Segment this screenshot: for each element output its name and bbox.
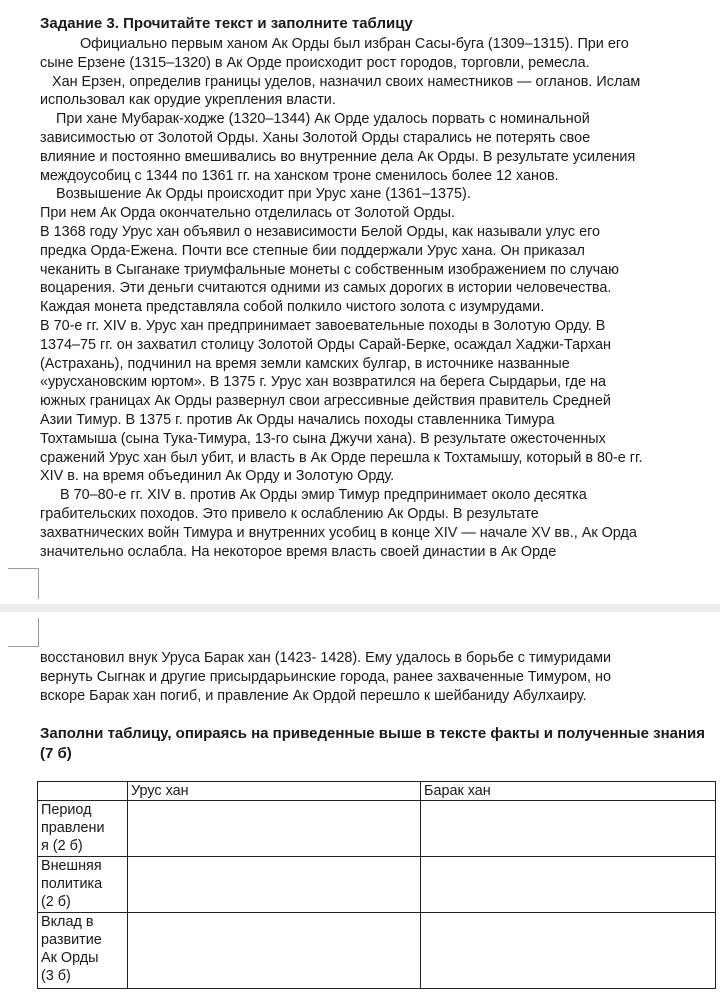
text-line: значительно ослабла. На некоторое время власть своей династии в Ак Орде [40, 543, 557, 560]
text-line: южных границах Ак Орды развернул свои агрессивные действия правитель Средней [40, 393, 611, 410]
row-label-foreign-policy: Внешняя политика (2 б) [38, 857, 128, 913]
text-line: При хане Мубарак-ходже (1320–1344) Ак Орде удалось порвать с номинальной [40, 111, 590, 128]
history-text-continuation [40, 649, 720, 705]
table-row-contribution [38, 913, 716, 989]
text-line: В 1368 году Урус хан объявил о независимости Белой Орды, как называли улус его [40, 223, 601, 240]
text-line: XIV в. на время объединил Ак Орду и Золотую Орду. [40, 468, 395, 485]
text-line: В 70-е гг. XIV в. Урус хан предпринимает завоевательные походы в Золотую Орду. В [40, 317, 606, 334]
answer-cell-urus-foreign-policy[interactable] [128, 857, 421, 913]
text-line: восстановил внук Уруса Барак хан (1423- 1428). Ему удалось в борьбе с тимуридами [40, 650, 612, 666]
text-line: сыне Ерзене (1315–1320) в Ак Орде происходит рост городов, торговли, ремесла. [40, 54, 590, 71]
text-line: чеканить в Сыганаке триумфальные монеты с собственным изображением по случаю [40, 261, 619, 278]
answer-cell-urus-contribution[interactable] [128, 913, 421, 989]
text-line: «урусхановским юртом». В 1375 г. Урус хан возвратился на берега Сырдарьи, где на [40, 374, 606, 391]
row-label-contribution: Вклад в развитие Ак Орды (3 б) [38, 913, 128, 989]
header-urus-khan: Урус хан [128, 782, 421, 801]
text-line: В 70–80-е гг. XIV в. против Ак Орды эмир Тимур предпринимает около десятка [40, 487, 587, 504]
text-line: вскоре Барак хан погиб, и правление Ак Ордой перешло к шейбаниду Абулхаиру. [40, 687, 587, 704]
answer-cell-urus-period[interactable] [128, 801, 421, 857]
header-barak-khan: Барак хан [421, 782, 716, 801]
table-instruction [40, 724, 712, 764]
header-empty-cell [38, 782, 128, 801]
instruction-line: Заполни таблицу, опираясь на приведенные выше в тексте факты и полученные знания [40, 725, 706, 742]
answer-cell-barak-contribution[interactable] [421, 913, 716, 989]
text-line: Возвышение Ак Орды происходит при Урус хане (1361–1375). [40, 186, 471, 203]
text-line: вернуть Сыгнак и другие присырдарьинские города, ранее захваченные Тимуром, но [40, 668, 611, 685]
text-line: При нем Ак Орда окончательно отделилась от Золотой Орды. [40, 205, 456, 222]
answer-cell-barak-period[interactable] [421, 801, 716, 857]
text-line: (Астрахань), подчинил на время земли камских булгар, в источнике названные [40, 355, 570, 372]
table-row-foreign-policy [38, 857, 716, 913]
text-line: Тохтамыша (сына Тука-Тимура, 13-го сына Джучи хана). В результате ожесточенных [40, 430, 606, 447]
page-corner-mark-top [8, 568, 39, 599]
row-label-period: Период правлени я (2 б) [38, 801, 128, 857]
text-line: предка Орда-Ежена. Почти все степные бии поддержали Урус хана. Он приказал [40, 242, 585, 259]
answer-cell-barak-foreign-policy[interactable] [421, 857, 716, 913]
task-title: Задание 3. Прочитайте текст и заполните таблицу [40, 15, 413, 32]
history-text [40, 35, 720, 561]
text-line: 1374–75 гг. он захватил столицу Золотой Орды Сарай-Берке, осаждал Хаджи-Тархан [40, 336, 611, 353]
text-line: Азии Тимур. В 1375 г. против Ак Орды начались походы ставленника Тимура [40, 411, 555, 428]
instruction-line: (7 б) [40, 745, 72, 762]
table-row-period [38, 801, 716, 857]
page-corner-mark-bottom [8, 618, 39, 647]
text-line: сражений Урус хан был убит, и власть в Ак Орде перешла к Тохтамышу, который в 80-е гг. [40, 449, 643, 466]
answer-table [37, 781, 716, 989]
text-line: Официально первым ханом Ак Орды был избран Сасы-буга (1309–1315). При его [40, 36, 629, 52]
text-line: воцарения. Эти деньги считаются одними из самых дорогих в истории человечества. [40, 280, 612, 297]
page-gap [0, 604, 720, 612]
text-line: влияние и постоянно вмешивались во внутренние дела Ак Орды. В результате усиления [40, 148, 636, 165]
text-line: захватнических войн Тимура и внутренних усобиц в конце XIV — начале XV вв., Ак Орда [40, 524, 637, 541]
text-line: Каждая монета представляла собой полкило чистого золота с изумрудами. [40, 299, 545, 316]
text-line: междоусобиц с 1344 по 1361 гг. на ханском троне сменилось более 12 ханов. [40, 167, 559, 184]
text-line: Хан Ерзен, определив границы уделов, назначил своих наместников — огланов. Ислам [40, 73, 641, 90]
text-line: грабительских походов. Это привело к ослаблению Ак Орды. В результате [40, 505, 539, 522]
text-line: зависимостью от Золотой Орды. Ханы Золотой Орды старались не потерять свое [40, 129, 591, 146]
table-header-row [38, 782, 716, 801]
text-line: использовал как орудие укрепления власти. [40, 92, 336, 109]
